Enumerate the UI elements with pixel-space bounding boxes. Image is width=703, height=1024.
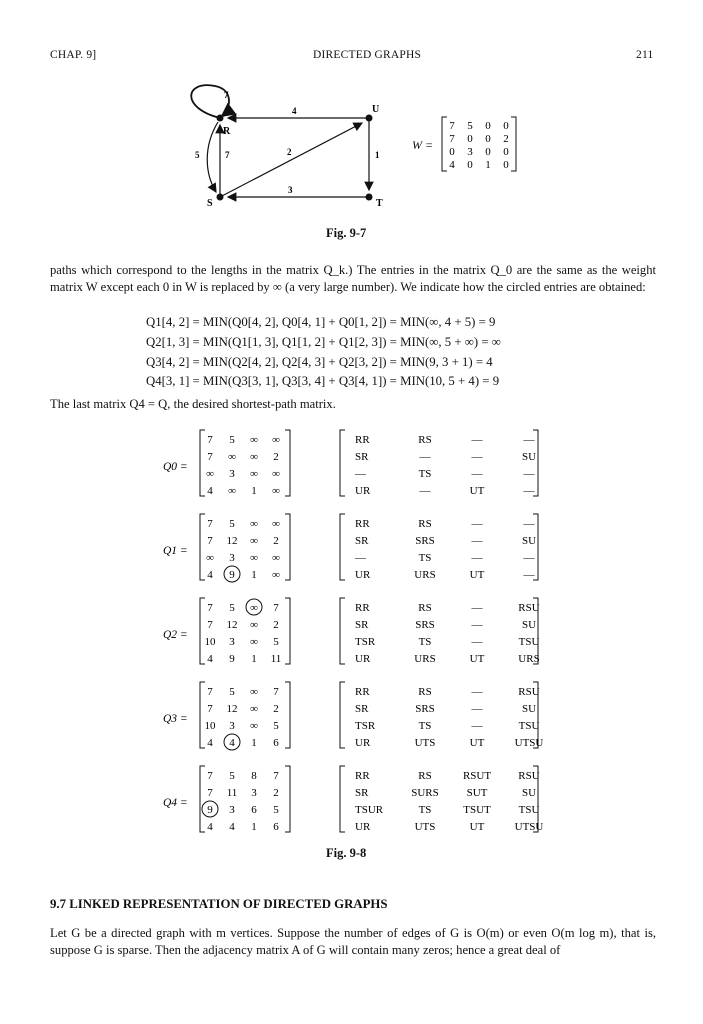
value-cell: 1 <box>251 485 257 497</box>
value-cell: 12 <box>226 703 238 715</box>
weight-s-u: 2 <box>287 147 292 157</box>
value-cell: 5 <box>273 720 279 732</box>
path-cell: URS <box>414 569 436 581</box>
value-bracket-left <box>200 598 205 664</box>
weight-r-s: 5 <box>195 150 200 160</box>
path-cell: URS <box>518 653 540 665</box>
value-cell: 5 <box>229 602 235 614</box>
value-cell: 3 <box>229 552 235 564</box>
path-cell: — <box>471 720 483 732</box>
path-cell: URS <box>414 653 436 665</box>
value-cell: 1 <box>251 821 257 833</box>
matrix-label: Q4 = <box>163 797 188 809</box>
value-cell: 3 <box>251 787 257 799</box>
value-cell: 7 <box>207 434 213 446</box>
w-cell: 4 <box>449 159 455 171</box>
value-cell: 4 <box>207 737 213 749</box>
path-cell: TS <box>418 720 432 732</box>
value-cell: 5 <box>229 686 235 698</box>
path-cell: — <box>471 703 483 715</box>
path-cell: RS <box>418 518 432 530</box>
value-cell: 1 <box>251 653 257 665</box>
path-bracket-left <box>340 682 345 748</box>
path-cell: SR <box>355 787 369 799</box>
section-paragraph: Let G be a directed graph with m vertices. Suppose the number of edges of G is O(m) or even O(m log m), that is, suppose G is sparse. Then the adjacency matrix A of G will contain many zeros; hence a great deal of <box>50 926 656 957</box>
path-cell: — <box>471 619 483 631</box>
value-cell: 4 <box>229 737 235 749</box>
matrix-pair-1 <box>163 514 538 582</box>
w-cell: 0 <box>503 146 509 158</box>
value-cell: 5 <box>229 770 235 782</box>
path-cell: SR <box>355 535 369 547</box>
path-cell: TSU <box>518 804 540 816</box>
value-cell: 10 <box>204 720 216 732</box>
node-t <box>366 194 373 201</box>
path-cell: — <box>471 518 483 530</box>
path-cell: UTSU <box>514 821 544 833</box>
value-cell: ∞ <box>250 468 258 480</box>
path-cell: — <box>471 535 483 547</box>
path-cell: SU <box>521 451 537 463</box>
path-cell: SU <box>521 619 537 631</box>
matrix-pair-2 <box>163 598 540 665</box>
value-cell: ∞ <box>250 636 258 648</box>
path-bracket-left <box>340 598 345 664</box>
path-cell: TSU <box>518 720 540 732</box>
w-matrix <box>440 114 520 174</box>
path-cell: RSUT <box>462 770 492 782</box>
value-bracket-right <box>285 514 290 580</box>
path-cell: RSU <box>518 602 540 614</box>
value-cell: ∞ <box>272 518 280 530</box>
value-cell: 6 <box>251 804 257 816</box>
value-cell: ∞ <box>250 703 258 715</box>
matrix-label: Q3 = <box>163 713 188 725</box>
value-cell: ∞ <box>228 485 236 497</box>
path-cell: TS <box>418 552 432 564</box>
path-cell: RR <box>355 686 370 698</box>
path-cell: SUT <box>466 787 488 799</box>
path-cell: SR <box>355 451 369 463</box>
value-cell: 8 <box>251 770 257 782</box>
value-bracket-left <box>200 766 205 832</box>
value-cell: ∞ <box>250 686 258 698</box>
path-cell: — <box>523 518 535 530</box>
value-cell: 2 <box>273 787 279 799</box>
value-cell: 7 <box>273 686 279 698</box>
fig-9-8-caption: Fig. 9-8 <box>326 846 367 860</box>
value-cell: ∞ <box>250 451 258 463</box>
value-cell: ∞ <box>250 602 258 614</box>
w-cell: 0 <box>467 159 473 171</box>
matrix-label: Q0 = <box>163 461 188 473</box>
value-cell: ∞ <box>250 619 258 631</box>
weight-u-t: 1 <box>375 150 380 160</box>
value-cell: ∞ <box>272 485 280 497</box>
paragraph-intro-text: paths which correspond to the lengths in the matrix Q_k.) The entries in the matrix Q_0 are the same as the weight matrix W except each 0 in W is replaced by ∞ (a very large number). We indicate how the circled entries are obtained: <box>50 263 656 294</box>
value-cell: 4 <box>207 485 213 497</box>
w-cell: 7 <box>449 120 455 132</box>
path-cell: — <box>355 468 366 480</box>
path-cell: UTS <box>414 737 436 749</box>
w-cell: 0 <box>503 120 509 132</box>
matrix-label: Q1 = <box>163 545 188 557</box>
node-r <box>217 115 224 122</box>
path-cell: RR <box>355 770 370 782</box>
w-cell: 0 <box>467 133 473 145</box>
path-cell: UT <box>469 569 485 581</box>
equation-1: Q1[4, 2] = MIN(Q0[4, 2], Q0[4, 1] + Q0[1, 2]) = MIN(∞, 4 + 5) = 9 <box>146 315 496 329</box>
path-cell: SRS <box>415 703 435 715</box>
value-cell: 11 <box>270 653 282 665</box>
value-bracket-right <box>285 430 290 496</box>
paragraph-intro <box>50 262 656 296</box>
value-cell: 4 <box>229 821 235 833</box>
path-cell: SR <box>355 703 369 715</box>
value-cell: 12 <box>226 619 238 631</box>
path-cell: UT <box>469 653 485 665</box>
weight-s-r: 7 <box>225 150 230 160</box>
path-cell: TS <box>418 636 432 648</box>
value-cell: 7 <box>207 770 213 782</box>
path-cell: — <box>471 468 483 480</box>
path-cell: TSUR <box>355 804 384 816</box>
w-cell: 0 <box>485 133 491 145</box>
path-cell: SURS <box>411 787 439 799</box>
path-cell: — <box>523 468 535 480</box>
value-cell: 7 <box>207 686 213 698</box>
edge-r-s <box>207 122 218 192</box>
matrix-pair-0 <box>163 430 538 497</box>
w-cell: 0 <box>449 146 455 158</box>
page-number: 211 <box>636 49 654 61</box>
value-cell: 11 <box>226 787 238 799</box>
w-cell: 7 <box>449 133 455 145</box>
path-cell: RS <box>418 602 432 614</box>
path-cell: UR <box>355 569 371 581</box>
value-bracket-right <box>285 682 290 748</box>
value-cell: 7 <box>207 619 213 631</box>
label-s: S <box>207 198 213 209</box>
node-u <box>366 115 373 122</box>
figure-9-7-graph <box>150 80 410 210</box>
value-cell: 9 <box>229 653 235 665</box>
value-cell: 4 <box>207 821 213 833</box>
value-cell: 3 <box>229 468 235 480</box>
path-cell: UTS <box>414 821 436 833</box>
value-cell: 1 <box>251 569 257 581</box>
value-bracket-left <box>200 430 205 496</box>
value-cell: 7 <box>207 451 213 463</box>
value-cell: 7 <box>207 703 213 715</box>
value-cell: 2 <box>273 451 279 463</box>
label-u: U <box>372 104 380 115</box>
path-cell: — <box>471 686 483 698</box>
matrix-label: Q2 = <box>163 629 188 641</box>
equation-3: Q3[4, 2] = MIN(Q2[4, 2], Q2[4, 3] + Q2[3, 2]) = MIN(9, 3 + 1) = 4 <box>146 355 493 369</box>
last-matrix-sentence: The last matrix Q4 = Q, the desired shortest-path matrix. <box>50 397 336 411</box>
equation-2: Q2[1, 3] = MIN(Q1[1, 3], Q1[1, 2] + Q1[2, 3]) = MIN(∞, 5 + ∞) = ∞ <box>146 335 501 349</box>
w-cell: 1 <box>485 159 491 171</box>
path-cell: RS <box>418 770 432 782</box>
path-cell: RR <box>355 518 370 530</box>
w-bracket-left <box>442 117 447 171</box>
value-cell: 6 <box>273 821 279 833</box>
path-bracket-left <box>340 514 345 580</box>
value-cell: 1 <box>251 737 257 749</box>
value-cell: ∞ <box>206 468 214 480</box>
w-cell: 0 <box>485 146 491 158</box>
path-cell: TSUT <box>463 804 491 816</box>
value-bracket-right <box>285 598 290 664</box>
value-cell: 7 <box>207 518 213 530</box>
path-cell: UT <box>469 737 485 749</box>
path-cell: — <box>523 552 535 564</box>
equation-4: Q4[3, 1] = MIN(Q3[3, 1], Q3[3, 4] + Q3[4, 1]) = MIN(10, 5 + 4) = 9 <box>146 374 500 388</box>
node-s <box>217 194 224 201</box>
weight-u-r: 4 <box>292 106 297 116</box>
path-cell: — <box>471 602 483 614</box>
path-cell: — <box>471 636 483 648</box>
running-header-chapter: CHAP. 9] <box>50 49 97 61</box>
path-cell: TSU <box>518 636 540 648</box>
path-cell: SU <box>521 535 537 547</box>
value-bracket-right <box>285 766 290 832</box>
path-cell: — <box>523 569 535 581</box>
label-t: T <box>376 198 383 209</box>
value-cell: ∞ <box>250 434 258 446</box>
value-cell: 5 <box>273 804 279 816</box>
section-heading: 9.7 LINKED REPRESENTATION OF DIRECTED GRAPHS <box>50 897 388 911</box>
value-cell: ∞ <box>250 518 258 530</box>
running-header-title: DIRECTED GRAPHS <box>313 49 422 61</box>
value-cell: 3 <box>229 636 235 648</box>
path-cell: UR <box>355 821 371 833</box>
path-cell: UR <box>355 485 371 497</box>
value-cell: 5 <box>229 434 235 446</box>
weight-t-s: 3 <box>288 185 293 195</box>
path-cell: SR <box>355 619 369 631</box>
value-cell: 3 <box>229 804 235 816</box>
value-cell: 6 <box>273 737 279 749</box>
weight-loop-r: 7 <box>224 90 229 100</box>
label-r: R <box>223 126 231 137</box>
path-cell: SU <box>521 703 537 715</box>
value-cell: 2 <box>273 703 279 715</box>
value-cell: ∞ <box>250 720 258 732</box>
matrix-pair-3 <box>163 682 543 750</box>
value-cell: 3 <box>229 720 235 732</box>
w-cell: 2 <box>503 133 509 145</box>
value-cell: 7 <box>207 787 213 799</box>
value-cell: ∞ <box>272 468 280 480</box>
path-cell: UT <box>469 485 485 497</box>
value-cell: 4 <box>207 653 213 665</box>
value-cell: ∞ <box>272 552 280 564</box>
value-cell: 7 <box>207 535 213 547</box>
value-cell: 5 <box>229 518 235 530</box>
path-bracket-left <box>340 766 345 832</box>
value-cell: 5 <box>273 636 279 648</box>
w-cell: 0 <box>485 120 491 132</box>
w-matrix-label: W = <box>412 138 434 152</box>
matrix-pair-4 <box>163 766 543 833</box>
w-bracket-right <box>511 117 516 171</box>
path-cell: — <box>355 552 366 564</box>
value-cell: ∞ <box>272 434 280 446</box>
path-cell: UT <box>469 821 485 833</box>
value-cell: 9 <box>207 804 213 816</box>
value-bracket-left <box>200 514 205 580</box>
value-cell: ∞ <box>250 552 258 564</box>
path-cell: RS <box>418 686 432 698</box>
path-cell: TSR <box>355 720 376 732</box>
path-cell: RSU <box>518 686 540 698</box>
path-cell: TSR <box>355 636 376 648</box>
path-cell: — <box>471 434 483 446</box>
fig-9-7-caption: Fig. 9-7 <box>326 226 367 240</box>
path-cell: SRS <box>415 535 435 547</box>
value-cell: ∞ <box>250 535 258 547</box>
figure-9-8-matrices <box>155 428 555 833</box>
value-cell: 7 <box>273 770 279 782</box>
path-cell: SRS <box>415 619 435 631</box>
value-cell: 7 <box>273 602 279 614</box>
value-cell: ∞ <box>272 569 280 581</box>
path-cell: — <box>471 552 483 564</box>
w-cell: 5 <box>467 120 473 132</box>
path-cell: RSU <box>518 770 540 782</box>
path-cell: — <box>471 451 483 463</box>
value-cell: ∞ <box>228 451 236 463</box>
path-cell: RS <box>418 434 432 446</box>
path-cell: RR <box>355 434 370 446</box>
value-cell: 7 <box>207 602 213 614</box>
value-cell: 4 <box>207 569 213 581</box>
path-cell: SU <box>521 787 537 799</box>
path-cell: TS <box>418 804 432 816</box>
value-bracket-left <box>200 682 205 748</box>
path-cell: — <box>523 485 535 497</box>
path-cell: — <box>419 451 431 463</box>
value-cell: 10 <box>204 636 216 648</box>
path-cell: UR <box>355 737 371 749</box>
value-cell: 9 <box>229 569 235 581</box>
w-cell: 0 <box>503 159 509 171</box>
path-cell: RR <box>355 602 370 614</box>
path-cell: UTSU <box>514 737 544 749</box>
path-cell: TS <box>418 468 432 480</box>
path-bracket-left <box>340 430 345 496</box>
path-cell: — <box>419 485 431 497</box>
value-cell: 12 <box>226 535 238 547</box>
w-cell: 3 <box>467 146 473 158</box>
path-cell: UR <box>355 653 371 665</box>
path-cell: — <box>523 434 535 446</box>
value-cell: 2 <box>273 535 279 547</box>
value-cell: 2 <box>273 619 279 631</box>
value-cell: ∞ <box>206 552 214 564</box>
